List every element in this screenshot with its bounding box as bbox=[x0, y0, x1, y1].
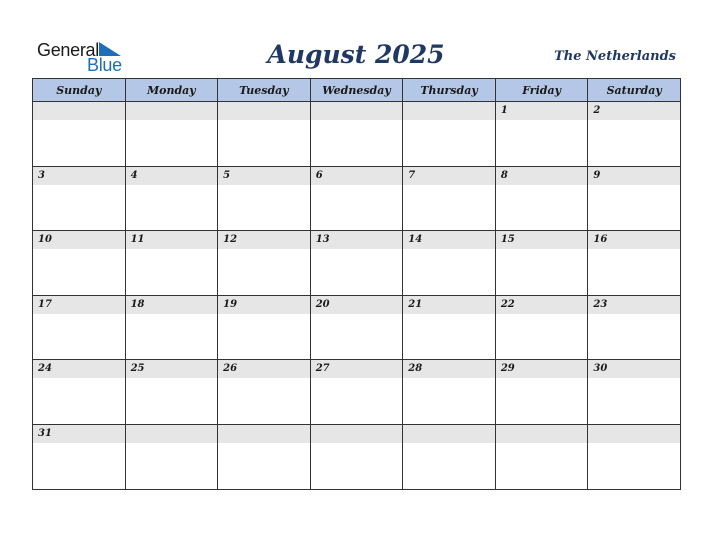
weekday-header: Monday bbox=[125, 79, 218, 102]
day-number bbox=[126, 102, 218, 120]
week-row bbox=[33, 424, 681, 489]
day-cell bbox=[403, 295, 496, 360]
day-number: 25 bbox=[126, 360, 218, 378]
calendar-grid bbox=[32, 78, 681, 490]
day-number: 23 bbox=[588, 296, 680, 314]
day-cell bbox=[403, 231, 496, 296]
day-number: 7 bbox=[403, 167, 495, 185]
day-number bbox=[588, 425, 680, 443]
day-number: 4 bbox=[126, 167, 218, 185]
day-cell bbox=[310, 360, 403, 425]
day-number: 14 bbox=[403, 231, 495, 249]
day-number: 9 bbox=[588, 167, 680, 185]
day-cell bbox=[403, 360, 496, 425]
day-cell bbox=[495, 424, 588, 489]
day-number: 11 bbox=[126, 231, 218, 249]
day-cell bbox=[125, 424, 218, 489]
day-cell bbox=[125, 231, 218, 296]
day-number: 20 bbox=[311, 296, 403, 314]
day-cell bbox=[495, 102, 588, 167]
week-row bbox=[33, 102, 681, 167]
day-cell bbox=[403, 424, 496, 489]
day-number bbox=[218, 425, 310, 443]
day-number: 27 bbox=[311, 360, 403, 378]
calendar-title: August 2025 bbox=[267, 40, 445, 69]
day-number: 22 bbox=[496, 296, 588, 314]
day-number: 31 bbox=[33, 425, 125, 443]
day-cell bbox=[218, 360, 311, 425]
day-number: 10 bbox=[33, 231, 125, 249]
day-number: 24 bbox=[33, 360, 125, 378]
week-row bbox=[33, 360, 681, 425]
day-number: 5 bbox=[218, 167, 310, 185]
day-cell bbox=[33, 231, 126, 296]
day-cell bbox=[588, 102, 681, 167]
day-cell bbox=[310, 231, 403, 296]
day-cell bbox=[218, 102, 311, 167]
country-label: The Netherlands bbox=[554, 49, 676, 64]
logo-flag-icon bbox=[99, 42, 121, 56]
day-number bbox=[218, 102, 310, 120]
day-cell bbox=[33, 102, 126, 167]
day-number: 3 bbox=[33, 167, 125, 185]
day-cell bbox=[588, 231, 681, 296]
weekday-header-row bbox=[33, 79, 681, 102]
day-cell bbox=[310, 424, 403, 489]
weekday-header: Wednesday bbox=[310, 79, 403, 102]
weekday-header: Friday bbox=[495, 79, 588, 102]
day-number: 2 bbox=[588, 102, 680, 120]
generalblue-logo bbox=[37, 40, 137, 74]
week-row bbox=[33, 166, 681, 231]
day-cell bbox=[495, 231, 588, 296]
logo-text-general: General bbox=[37, 40, 99, 60]
day-number bbox=[33, 102, 125, 120]
day-cell bbox=[588, 360, 681, 425]
day-cell bbox=[125, 295, 218, 360]
day-number: 6 bbox=[311, 167, 403, 185]
day-cell bbox=[33, 166, 126, 231]
day-number: 18 bbox=[126, 296, 218, 314]
day-number: 12 bbox=[218, 231, 310, 249]
day-number bbox=[496, 425, 588, 443]
day-cell bbox=[310, 166, 403, 231]
day-number bbox=[311, 425, 403, 443]
day-cell bbox=[403, 102, 496, 167]
day-cell bbox=[495, 360, 588, 425]
day-cell bbox=[495, 295, 588, 360]
day-cell bbox=[310, 295, 403, 360]
day-number: 30 bbox=[588, 360, 680, 378]
day-cell bbox=[218, 424, 311, 489]
day-number: 17 bbox=[33, 296, 125, 314]
day-number: 19 bbox=[218, 296, 310, 314]
day-number bbox=[311, 102, 403, 120]
logo-text-blue: Blue bbox=[87, 55, 122, 75]
day-number: 21 bbox=[403, 296, 495, 314]
day-cell bbox=[218, 166, 311, 231]
week-row bbox=[33, 231, 681, 296]
day-number: 29 bbox=[496, 360, 588, 378]
day-cell bbox=[310, 102, 403, 167]
day-number: 13 bbox=[311, 231, 403, 249]
day-cell bbox=[588, 166, 681, 231]
day-cell bbox=[495, 166, 588, 231]
day-cell bbox=[403, 166, 496, 231]
day-number: 26 bbox=[218, 360, 310, 378]
day-cell bbox=[125, 102, 218, 167]
day-number bbox=[126, 425, 218, 443]
day-cell bbox=[588, 424, 681, 489]
weekday-header: Tuesday bbox=[218, 79, 311, 102]
day-cell bbox=[588, 295, 681, 360]
day-cell bbox=[33, 295, 126, 360]
week-row bbox=[33, 295, 681, 360]
day-number: 15 bbox=[496, 231, 588, 249]
day-cell bbox=[218, 231, 311, 296]
weekday-header: Sunday bbox=[33, 79, 126, 102]
day-cell bbox=[33, 360, 126, 425]
day-cell bbox=[33, 424, 126, 489]
day-number: 16 bbox=[588, 231, 680, 249]
day-number: 1 bbox=[496, 102, 588, 120]
day-cell bbox=[125, 360, 218, 425]
weekday-header: Thursday bbox=[403, 79, 496, 102]
weekday-header: Saturday bbox=[588, 79, 681, 102]
day-number: 8 bbox=[496, 167, 588, 185]
day-number bbox=[403, 425, 495, 443]
day-number bbox=[403, 102, 495, 120]
day-number: 28 bbox=[403, 360, 495, 378]
day-cell bbox=[125, 166, 218, 231]
day-cell bbox=[218, 295, 311, 360]
